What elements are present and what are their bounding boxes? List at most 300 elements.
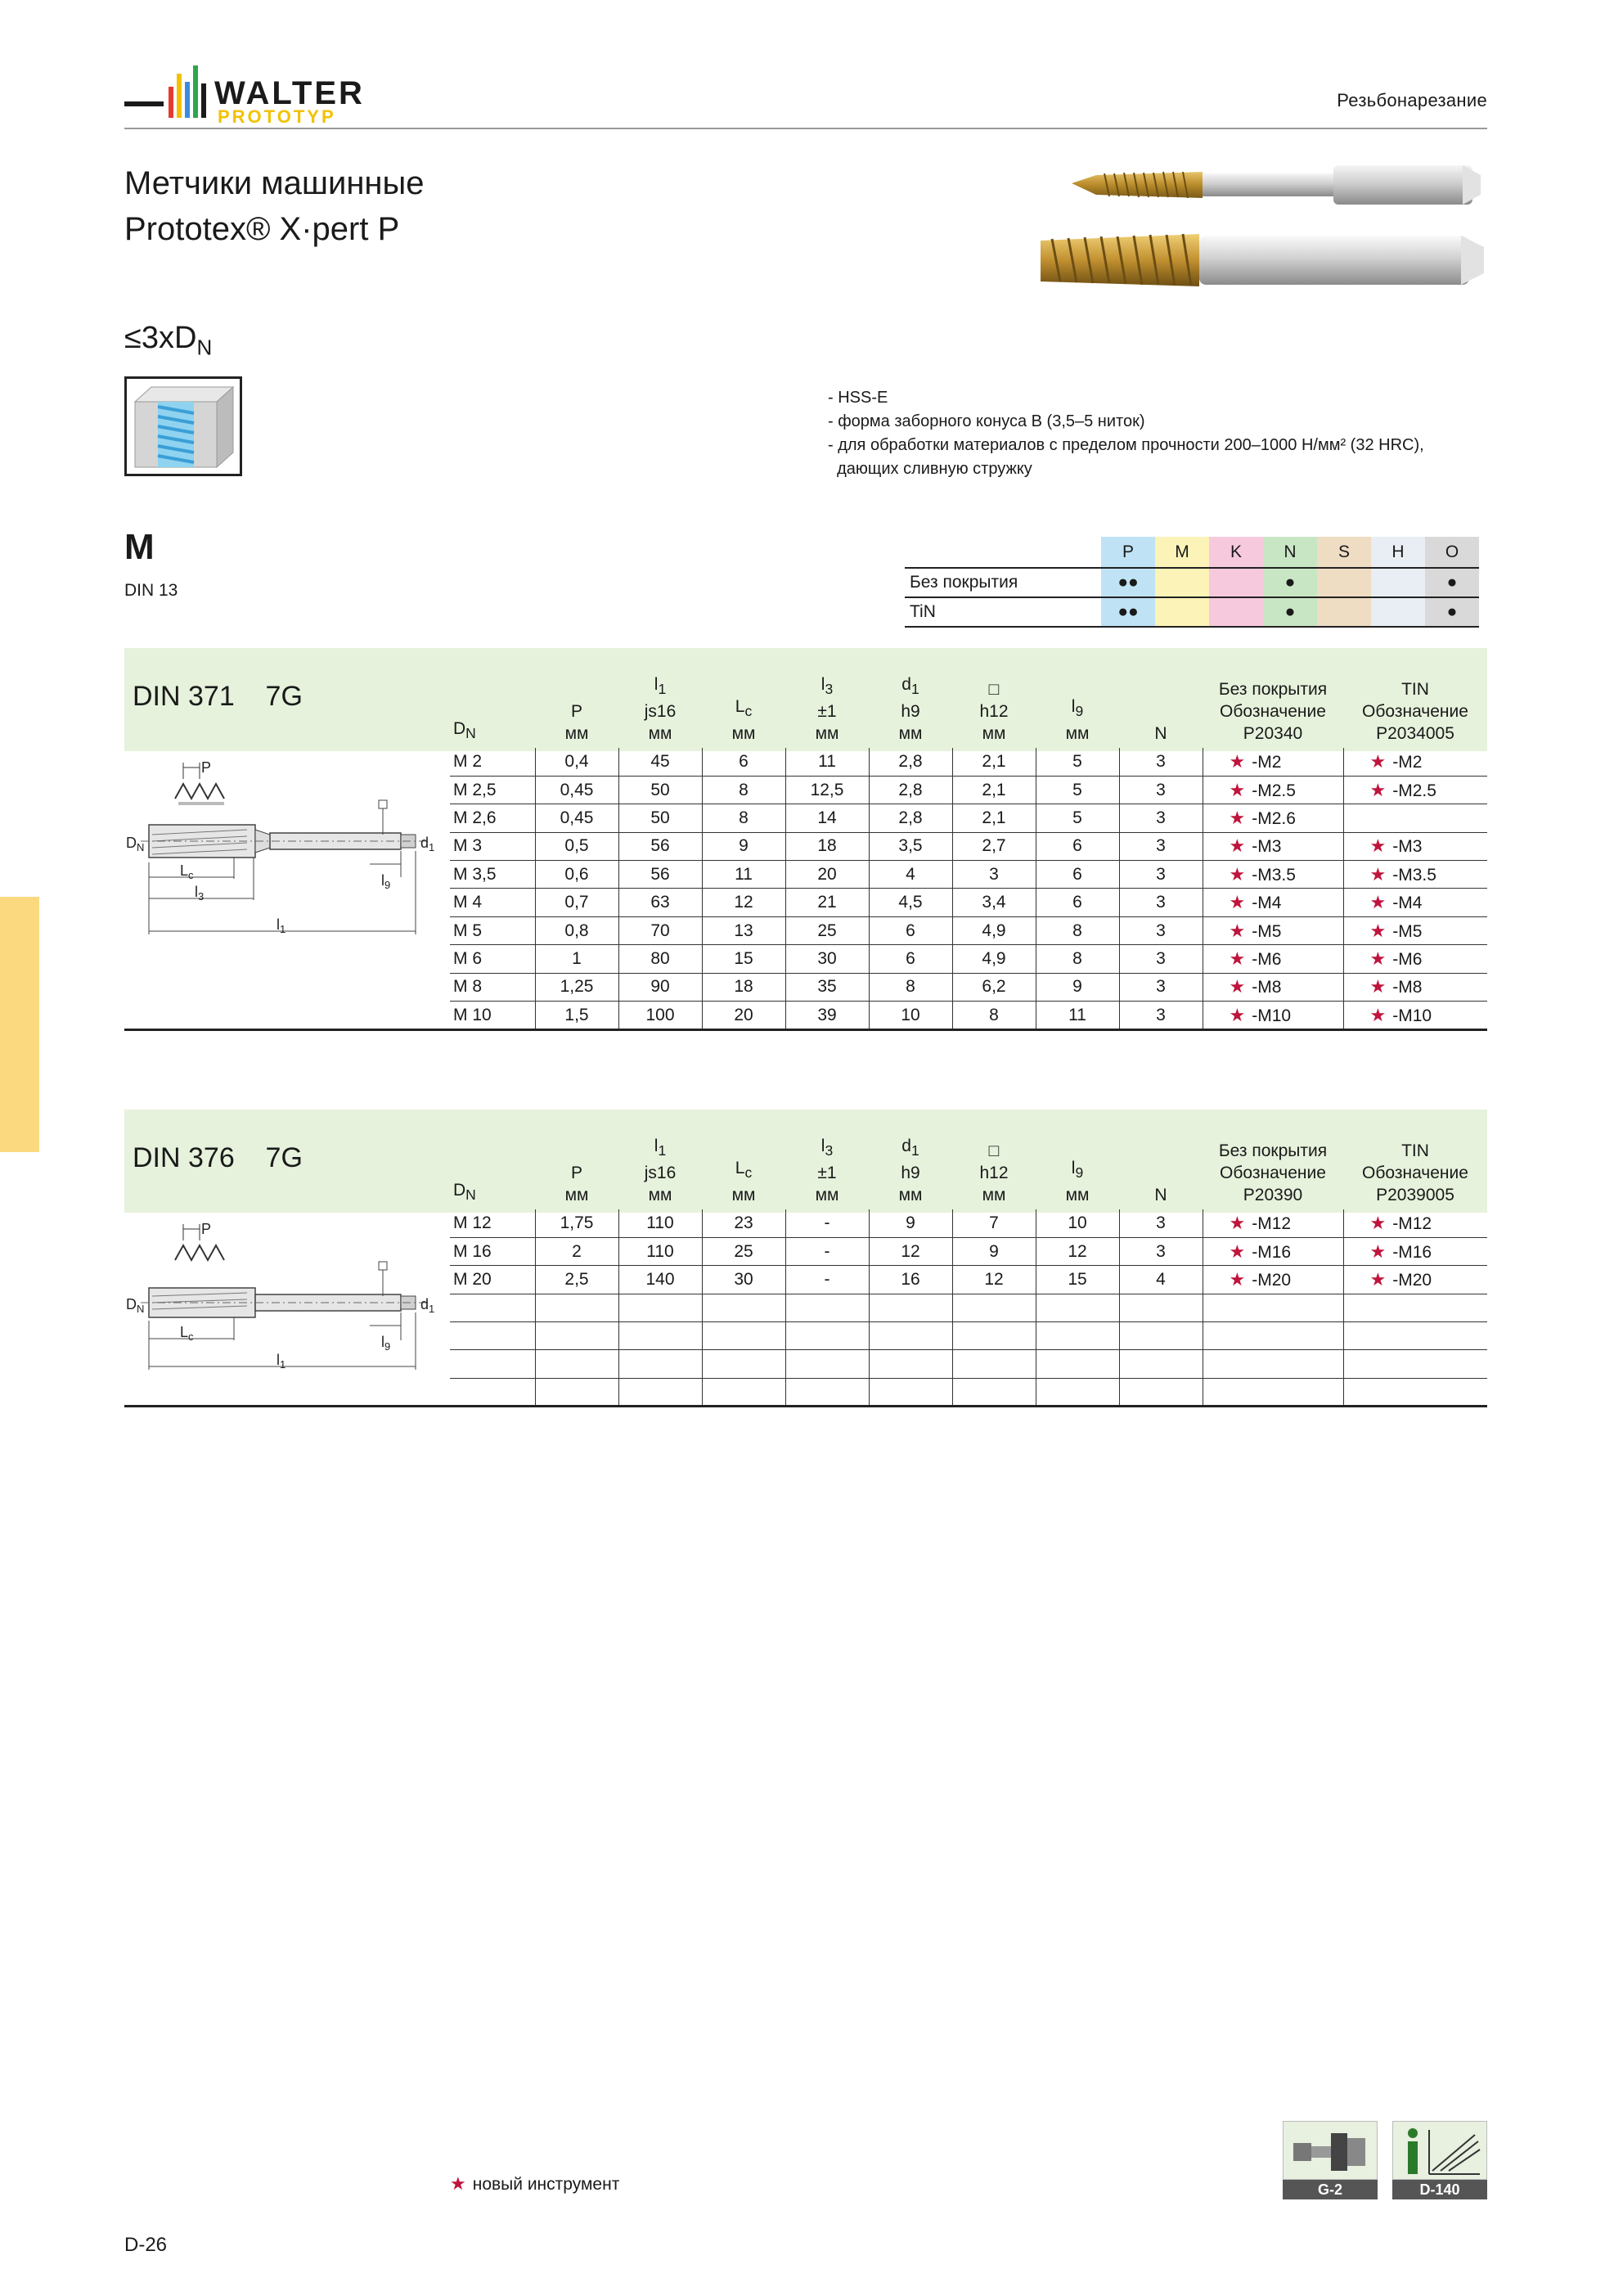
tin-code-cell [1343, 916, 1487, 944]
dimension-cell: 4,9 [952, 945, 1036, 973]
d1-sub-label: 1 [429, 1303, 435, 1315]
dimension-cell: 7 [952, 1209, 1036, 1237]
svg-text:Lc [180, 862, 194, 881]
col-l1-tol: js16 [644, 1164, 677, 1182]
table-row [450, 861, 1487, 889]
table-row [450, 1237, 1487, 1265]
lc-label: L [180, 862, 189, 879]
suitability-mark [1209, 568, 1263, 597]
col-l3-sub: 3 [825, 1142, 834, 1159]
dimension-cell: 12 [869, 1237, 952, 1265]
dimension-cell: 3 [1119, 889, 1203, 916]
feature-item: дающих сливную стружку [828, 460, 1032, 478]
svg-text:l3 [195, 884, 204, 903]
dimension-cell: 30 [785, 945, 869, 973]
depth-ratio-sub: N [196, 335, 213, 360]
dimension-cell: 0,4 [535, 748, 618, 776]
dimension-cell: 110 [618, 1209, 702, 1237]
col-l3-sub: 3 [825, 681, 834, 697]
new-tool-star-icon: ★ [1369, 863, 1387, 885]
col-d1: d [901, 674, 911, 694]
tin-code-cell [1343, 832, 1487, 860]
l1-sub-label: 1 [280, 1358, 286, 1371]
dimension-cell: 4 [869, 861, 952, 889]
dimension-cell: 39 [785, 1002, 869, 1029]
designation-code: -M4 [1392, 894, 1423, 913]
col-unit: мм [815, 1186, 839, 1204]
new-tool-star-icon: ★ [1229, 948, 1246, 969]
dimension-cell: 2,8 [869, 804, 952, 832]
new-tool-star-icon: ★ [1229, 835, 1246, 857]
dimension-cell: 140 [618, 1266, 702, 1294]
table-row [450, 916, 1487, 944]
col-dn: D [453, 1180, 466, 1200]
table-title [133, 681, 303, 713]
dimension-cell [618, 1322, 702, 1350]
feature-item: - HSS-E [828, 389, 888, 407]
col-square-tol: h12 [979, 702, 1009, 721]
new-tool-star-icon: ★ [1369, 1268, 1387, 1290]
dimension-cell [702, 1322, 785, 1350]
suitability-mark [1317, 597, 1371, 627]
dimension-cell: 3 [1119, 804, 1203, 832]
dimension-cell [702, 1378, 785, 1406]
dn-label: D [126, 1296, 137, 1312]
thread-size-cell: M 6 [450, 945, 535, 973]
dimension-cell: 11 [1036, 1002, 1119, 1029]
col-p: P [570, 702, 582, 721]
dimension-cell: 1 [535, 945, 618, 973]
product-image-tap-2 [1036, 224, 1489, 295]
col-lc: L [735, 1158, 745, 1177]
thread-size-cell: M 2,6 [450, 804, 535, 832]
pitch-label: P [201, 759, 212, 776]
lc-sub-label: c [188, 869, 194, 881]
col-n: N [1154, 724, 1167, 743]
dimension-cell [1036, 1378, 1119, 1406]
designation-code: -M10 [1252, 1006, 1292, 1025]
suitability-mark [1209, 597, 1263, 627]
dimension-cell: 25 [702, 1237, 785, 1265]
dimension-cell: 8 [702, 804, 785, 832]
uncoated-code-cell [1203, 973, 1343, 1001]
dimension-cell: 8 [702, 776, 785, 804]
header-rule [124, 128, 1487, 129]
svg-text:Lc [180, 1324, 194, 1343]
designation-code: -M3 [1392, 837, 1423, 857]
new-tool-star-icon: ★ [1369, 920, 1387, 941]
suitability-mark: ● [1263, 568, 1317, 597]
section-title: Резьбонарезание [1337, 90, 1487, 110]
col-d1-tol: h9 [901, 1164, 920, 1182]
dimension-cell: 6 [702, 748, 785, 776]
coating-row [905, 597, 1479, 627]
col-square: □ [988, 680, 1000, 699]
new-tool-star-icon: ★ [1369, 892, 1387, 913]
suitability-mark: ●● [1101, 597, 1155, 627]
col-l3: l [820, 1136, 825, 1155]
new-tool-star-icon: ★ [1229, 1240, 1246, 1262]
dimension-cell: 6 [869, 945, 952, 973]
dimension-cell: 110 [618, 1237, 702, 1265]
dimension-cell: 6 [1036, 832, 1119, 860]
tap-drawing-din376 [124, 1218, 443, 1381]
uncoated-code-cell [1203, 889, 1343, 916]
dimension-cell [1119, 1350, 1203, 1378]
new-tool-star-icon: ★ [1229, 1212, 1246, 1233]
material-n: N [1263, 537, 1317, 568]
svg-text:DN [126, 1296, 144, 1315]
dimension-cell: 0,5 [535, 832, 618, 860]
thread-size-cell: M 20 [450, 1266, 535, 1294]
dimension-cell [618, 1378, 702, 1406]
uncoated-code-cell [1203, 1002, 1343, 1029]
l9-label: l [381, 1334, 384, 1350]
thread-norm: DIN 13 [124, 581, 178, 600]
dimension-cell: 2,5 [535, 1266, 618, 1294]
suitability-mark: ● [1263, 597, 1317, 627]
dimension-cell: 6,2 [952, 973, 1036, 1001]
dimension-cell: 2,1 [952, 804, 1036, 832]
suitability-mark [1155, 597, 1209, 627]
d1-label: d [420, 1296, 429, 1312]
dimension-table-din376 [450, 1131, 1487, 1407]
svg-text:l1 [276, 916, 285, 935]
dimension-cell [869, 1378, 952, 1406]
table-body [450, 748, 1487, 1029]
dimension-cell: 56 [618, 832, 702, 860]
depth-ratio [124, 321, 212, 361]
dimension-cell: - [785, 1237, 869, 1265]
dimension-cell: 45 [618, 748, 702, 776]
dimension-cell: 10 [1036, 1209, 1119, 1237]
chapter-tab [0, 897, 39, 1152]
product-image-tap-1 [1063, 157, 1489, 214]
dimension-cell: 6 [1036, 889, 1119, 916]
new-tool-star-icon: ★ [1369, 779, 1387, 800]
din-number: DIN 376 [133, 1142, 235, 1173]
tap-drawing-din371 [124, 756, 443, 944]
dimension-cell: 2,1 [952, 776, 1036, 804]
thread-type: M [124, 527, 155, 567]
col-unit: мм [982, 1186, 1006, 1204]
title-line-1: Метчики машинные [124, 165, 425, 201]
col-designation: Обозначение [1362, 1164, 1468, 1182]
dimension-cell: 0,45 [535, 804, 618, 832]
dimension-cell: 1,25 [535, 973, 618, 1001]
dimension-cell: 50 [618, 804, 702, 832]
uncoated-code-cell [1203, 1378, 1343, 1406]
l9-sub-label: 9 [384, 879, 391, 891]
col-square: □ [988, 1141, 1000, 1160]
tin-code-cell [1343, 973, 1487, 1001]
suitability-mark: ●● [1101, 568, 1155, 597]
new-tool-star-icon: ★ [1229, 920, 1246, 941]
designation-code: -M2.5 [1252, 781, 1296, 800]
svg-text:l1 [276, 1352, 285, 1371]
uncoated-code-cell [1203, 1294, 1343, 1321]
dn-sub-label: N [137, 841, 145, 853]
dimension-cell: 3 [1119, 973, 1203, 1001]
dimension-cell: 70 [618, 916, 702, 944]
uncoated-code-cell [1203, 945, 1343, 973]
designation-code: -M5 [1252, 921, 1282, 941]
tin-code-cell [1343, 861, 1487, 889]
table-header-row [450, 1131, 1487, 1209]
dimension-cell: 18 [702, 973, 785, 1001]
table-row [450, 832, 1487, 860]
thread-size-cell: M 4 [450, 889, 535, 916]
table-bottom-rule [124, 1029, 1487, 1031]
table-row [450, 1294, 1487, 1321]
col-dn-sub: N [465, 725, 476, 741]
tin-code-cell [1343, 1266, 1487, 1294]
dimension-cell [702, 1350, 785, 1378]
l1-sub-label: 1 [280, 923, 286, 935]
col-unit: мм [648, 724, 672, 743]
thread-size-cell [450, 1294, 535, 1321]
uncoated-code-cell [1203, 916, 1343, 944]
dimension-cell [1119, 1322, 1203, 1350]
lc-label: L [180, 1324, 189, 1340]
dn-label: D [126, 835, 137, 851]
col-l1-sub: 1 [658, 1142, 667, 1159]
legend [450, 2173, 619, 2195]
table-row [450, 776, 1487, 804]
l1-label: l [276, 916, 280, 933]
din-number: DIN 371 [133, 681, 235, 712]
new-tool-star-icon: ★ [1229, 892, 1246, 913]
dimension-cell: 14 [785, 804, 869, 832]
coating-material-table [905, 537, 1479, 628]
l3-label: l [195, 884, 198, 900]
table-row [450, 1350, 1487, 1378]
table-row [450, 945, 1487, 973]
thread-size-cell: M 3,5 [450, 861, 535, 889]
l9-label: l [381, 872, 384, 889]
designation-code: -M2 [1392, 752, 1423, 772]
designation-code: -M4 [1252, 894, 1282, 913]
uncoated-code-cell [1203, 832, 1343, 860]
designation-code: -M20 [1252, 1270, 1292, 1290]
col-unit: мм [564, 1186, 589, 1204]
col-unit: мм [1065, 1186, 1090, 1204]
dimension-cell: 3 [1119, 916, 1203, 944]
col-unit: мм [982, 724, 1006, 743]
dimension-cell: 2,8 [869, 748, 952, 776]
dimension-cell: 13 [702, 916, 785, 944]
new-tool-star-icon: ★ [1369, 1240, 1387, 1262]
suitability-mark [1371, 568, 1425, 597]
col-order-base: P20390 [1243, 1186, 1303, 1204]
table-row [450, 1002, 1487, 1029]
new-tool-star-icon: ★ [1369, 750, 1387, 772]
table-row [450, 889, 1487, 916]
dimension-cell [702, 1294, 785, 1321]
ref-link-d140[interactable] [1392, 2121, 1487, 2199]
walter-logo [124, 59, 402, 133]
new-tool-star-icon: ★ [1369, 835, 1387, 857]
new-tool-star-icon: ★ [1229, 863, 1246, 885]
suitability-mark [1317, 568, 1371, 597]
new-tool-star-icon: ★ [1229, 750, 1246, 772]
material-m: M [1155, 537, 1209, 568]
d1-label: d [420, 835, 429, 851]
depth-ratio-prefix: ≤3xD [124, 321, 197, 355]
dimension-cell [535, 1378, 618, 1406]
dimension-cell: 80 [618, 945, 702, 973]
dimension-cell: 11 [702, 861, 785, 889]
ref-label: G-2 [1283, 2180, 1378, 2199]
l1-label: l [276, 1352, 280, 1368]
dimension-cell: 3 [1119, 1002, 1203, 1029]
col-lc: L [735, 696, 745, 716]
dimension-cell: 2,8 [869, 776, 952, 804]
dimension-cell: 63 [618, 889, 702, 916]
dimension-cell: 20 [785, 861, 869, 889]
uncoated-code-cell [1203, 861, 1343, 889]
thread-size-cell: M 8 [450, 973, 535, 1001]
dimension-cell: 23 [702, 1209, 785, 1237]
col-unit: мм [1065, 724, 1090, 743]
col-square-tol: h12 [979, 1164, 1009, 1182]
svg-text:DN [126, 835, 144, 853]
dimension-cell: 3 [952, 861, 1036, 889]
dimension-cell: 9 [952, 1237, 1036, 1265]
dimension-cell: 18 [785, 832, 869, 860]
dimension-cell [869, 1322, 952, 1350]
dimension-cell: 9 [869, 1209, 952, 1237]
dimension-cell: - [785, 1266, 869, 1294]
dimension-cell: 15 [1036, 1266, 1119, 1294]
designation-code: -M10 [1392, 1006, 1432, 1025]
dimension-cell: 12,5 [785, 776, 869, 804]
dimension-cell: 3,5 [869, 832, 952, 860]
col-unit: мм [898, 724, 923, 743]
dimension-cell: 8 [1036, 945, 1119, 973]
col-l1-sub: 1 [658, 681, 667, 697]
feature-item: - для обработки материалов с пределом прочности 200–1000 Н/мм² (32 HRC), [828, 436, 1424, 454]
dimension-cell [869, 1294, 952, 1321]
dimension-cell: 90 [618, 973, 702, 1001]
dimension-cell [1119, 1378, 1203, 1406]
dimension-cell [535, 1294, 618, 1321]
col-l3-tol: ±1 [817, 1164, 837, 1182]
brand-top: WALTER [214, 75, 365, 111]
col-d1-tol: h9 [901, 702, 920, 721]
thread-size-cell: M 16 [450, 1237, 535, 1265]
uncoated-code-cell [1203, 748, 1343, 776]
dn-sub-label: N [137, 1303, 145, 1315]
material-o: O [1425, 537, 1479, 568]
coating-row [905, 568, 1479, 597]
dimension-cell: 10 [869, 1002, 952, 1029]
d1-sub-label: 1 [429, 841, 435, 853]
table-row [450, 1378, 1487, 1406]
dimension-cell: 0,6 [535, 861, 618, 889]
dimension-cell: 3 [1119, 1237, 1203, 1265]
col-uncoated: Без покрытия [1218, 1141, 1328, 1160]
uncoated-code-cell [1203, 1209, 1343, 1237]
tin-code-cell [1343, 748, 1487, 776]
tin-code-cell [1343, 1378, 1487, 1406]
dimension-cell [785, 1378, 869, 1406]
uncoated-code-cell [1203, 1237, 1343, 1265]
title-line-2: Prototex® X·pert P [124, 211, 400, 247]
dimension-cell: 12 [1036, 1237, 1119, 1265]
col-unit: мм [898, 1186, 923, 1204]
thread-size-cell: M 5 [450, 916, 535, 944]
coating-label: Без покрытия [905, 568, 1101, 597]
col-l1: l [654, 674, 659, 694]
page-title [124, 160, 425, 252]
dimension-cell [535, 1350, 618, 1378]
uncoated-code-cell [1203, 804, 1343, 832]
dimension-cell: 8 [952, 1002, 1036, 1029]
dimension-cell: 20 [702, 1002, 785, 1029]
thread-size-cell [450, 1350, 535, 1378]
designation-code: -M8 [1252, 978, 1282, 997]
coating-header-row [905, 537, 1479, 568]
designation-code: -M3.5 [1252, 865, 1296, 885]
ref-label: D-140 [1392, 2180, 1487, 2199]
col-unit: мм [731, 724, 756, 743]
material-p: P [1101, 537, 1155, 568]
tin-code-cell [1343, 1209, 1487, 1237]
page-number: D-26 [124, 2234, 168, 2256]
material-k: K [1209, 537, 1263, 568]
table-row [450, 1322, 1487, 1350]
new-tool-star-icon: ★ [1369, 1212, 1387, 1233]
ref-link-g2[interactable] [1283, 2121, 1378, 2199]
uncoated-code-cell [1203, 1322, 1343, 1350]
legend-text: новый инструмент [472, 2175, 620, 2194]
col-designation: Обозначение [1220, 1164, 1326, 1182]
suitability-mark: ● [1425, 597, 1479, 627]
col-l3: l [820, 674, 825, 694]
dimension-cell: - [785, 1209, 869, 1237]
dimension-cell: 12 [702, 889, 785, 916]
material-h: H [1371, 537, 1425, 568]
tin-code-cell [1343, 1350, 1487, 1378]
designation-code: -M20 [1392, 1270, 1432, 1290]
dimension-cell: 15 [702, 945, 785, 973]
col-order-base: P2034005 [1376, 724, 1454, 743]
uncoated-code-cell [1203, 1350, 1343, 1378]
designation-code: -M16 [1392, 1242, 1432, 1262]
dimension-cell: 11 [785, 748, 869, 776]
l9-sub-label: 9 [384, 1340, 391, 1353]
thread-size-cell [450, 1322, 535, 1350]
col-d1-sub: 1 [910, 681, 919, 697]
blind-hole-icon [124, 376, 242, 476]
col-unit: мм [731, 1186, 756, 1204]
designation-code: -M12 [1392, 1213, 1432, 1233]
dimension-cell [535, 1322, 618, 1350]
col-d1: d [901, 1136, 911, 1155]
col-tin: TIN [1401, 1141, 1429, 1160]
dimension-cell: 6 [1036, 861, 1119, 889]
dimension-cell: 3 [1119, 748, 1203, 776]
new-tool-star-icon: ★ [1369, 976, 1387, 997]
dimension-cell: 0,7 [535, 889, 618, 916]
dimension-cell: 1,75 [535, 1209, 618, 1237]
new-tool-star-icon: ★ [1229, 807, 1246, 828]
col-order-base: P2039005 [1376, 1186, 1454, 1204]
new-tool-star-icon: ★ [1369, 1004, 1387, 1025]
col-dn: D [453, 718, 466, 738]
designation-code: -M8 [1392, 978, 1423, 997]
